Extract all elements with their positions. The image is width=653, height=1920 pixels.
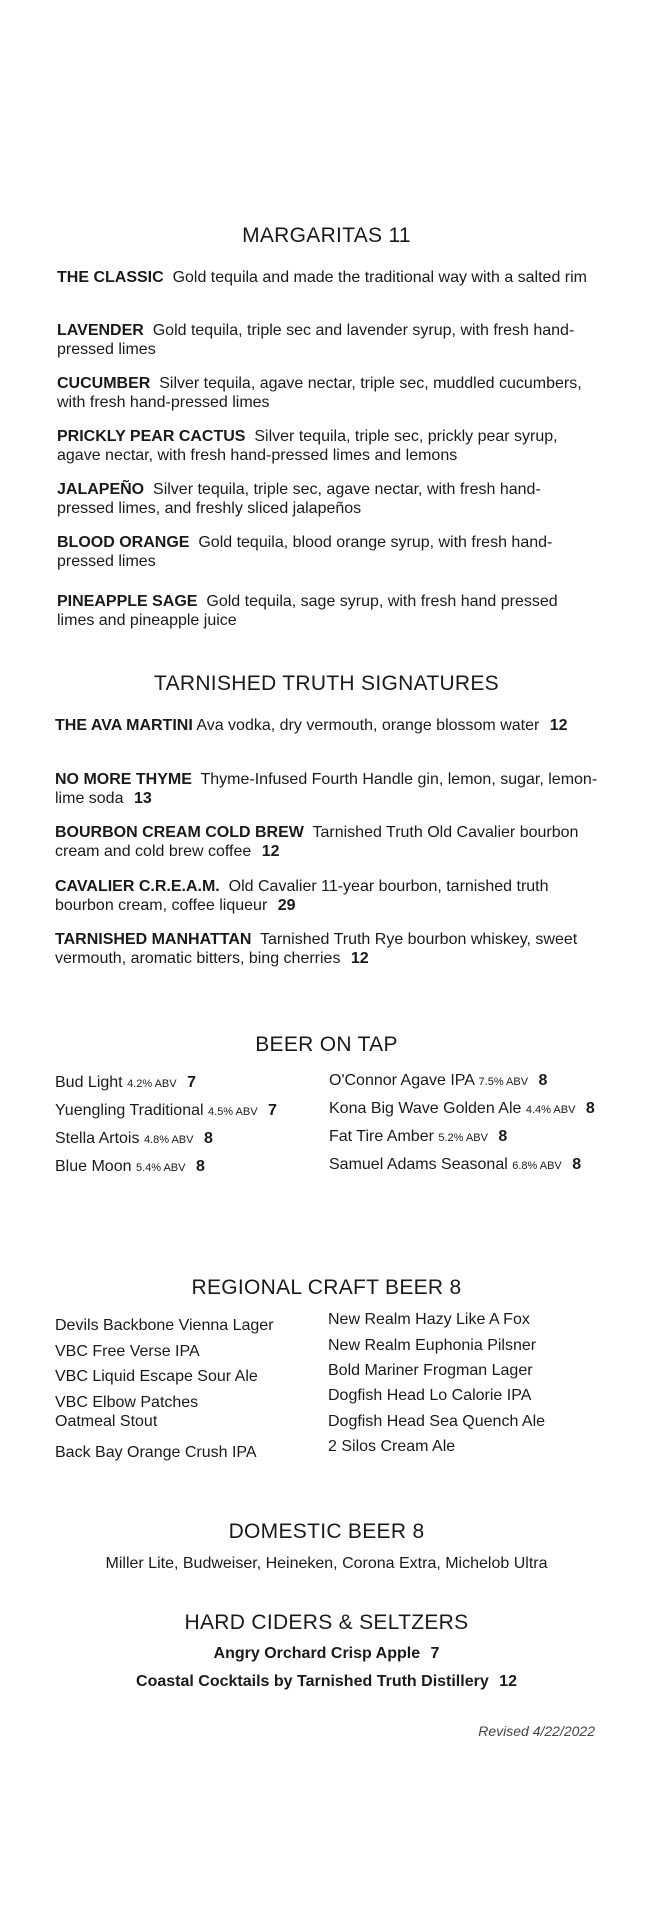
beer-abv: 4.2% ABV (127, 1078, 177, 1090)
menu-item (55, 823, 600, 861)
list-item: VBC Elbow Patches (55, 1394, 199, 1411)
list-item: Dogfish Head Lo Calorie IPA (328, 1387, 532, 1404)
item-name: CUCUMBER (57, 375, 151, 392)
item-price: 12 (350, 950, 369, 967)
tap-beer (55, 1129, 213, 1150)
item-desc: Silver tequila, triple sec, prickly pear syrup, agave nectar, with fresh hand-pressed limes and lemons (57, 428, 558, 464)
beer-abv: 4.4% ABV (525, 1104, 576, 1116)
domestic-list: Miller Lite, Budweiser, Heineken, Corona Extra, Michelob Ultra (105, 1555, 548, 1572)
item-desc: Gold tequila, sage syrup, with fresh hand pressed limes and pineapple juice (57, 593, 558, 629)
menu-item (57, 427, 597, 465)
item-desc: Tarnished Truth Old Cavalier bourbon cream and cold brew coffee (55, 824, 579, 860)
beer-name: Stella Artois (55, 1130, 140, 1147)
item-name: THE CLASSIC (57, 269, 164, 286)
list-item: Back Bay Orange Crush IPA (55, 1444, 257, 1461)
item-name: BOURBON CREAM COLD BREW (55, 824, 304, 841)
beer-on-tap-title: BEER ON TAP (255, 1033, 398, 1056)
beer-price: 8 (572, 1156, 582, 1173)
beer-abv: 6.8% ABV (512, 1160, 562, 1172)
list-item: Oatmeal Stout (55, 1413, 158, 1430)
list-item: VBC Free Verse IPA (55, 1343, 200, 1360)
menu-item (55, 877, 600, 915)
domestic-title: DOMESTIC BEER 8 (228, 1520, 425, 1543)
item-name: THE AVA MARTINI (55, 717, 193, 734)
beer-abv: 5.2% ABV (438, 1132, 488, 1144)
item-price: 7 (430, 1645, 440, 1662)
beer-name: Samuel Adams Seasonal (329, 1156, 508, 1173)
beer-price: 8 (538, 1072, 548, 1089)
menu-item (57, 592, 597, 630)
item-desc: Old Cavalier 11-year bourbon, tarnished truth bourbon cream, coffee liqueur (55, 878, 549, 914)
menu-item (55, 770, 600, 808)
beer-abv: 4.5% ABV (208, 1106, 258, 1118)
list-item: Bold Mariner Frogman Lager (328, 1362, 533, 1379)
item-name: PINEAPPLE SAGE (57, 593, 198, 610)
item-name: BLOOD ORANGE (57, 534, 190, 551)
menu-item (57, 374, 597, 412)
item-desc: Thyme-Infused Fourth Handle gin, lemon, sugar, lemon-lime soda (55, 771, 598, 807)
regional-craft-title: REGIONAL CRAFT BEER 8 (191, 1276, 462, 1299)
ciders-title: HARD CIDERS & SELTZERS (184, 1611, 469, 1634)
tap-beer (55, 1157, 205, 1178)
beer-price: 8 (585, 1100, 595, 1117)
beer-name: Yuengling Traditional (55, 1102, 204, 1119)
menu-item (0, 1645, 653, 1663)
tap-beer (55, 1073, 196, 1094)
beer-price: 8 (203, 1130, 213, 1147)
menu-item (57, 533, 597, 571)
tap-beer (329, 1099, 595, 1120)
item-name: Angry Orchard Crisp Apple (213, 1645, 421, 1662)
list-item: New Realm Euphonia Pilsner (328, 1337, 537, 1354)
item-desc: Gold tequila, blood orange syrup, with fresh hand-pressed limes (57, 534, 553, 570)
item-name: Coastal Cocktails by Tarnished Truth Distillery (136, 1673, 489, 1690)
beer-price: 8 (498, 1128, 508, 1145)
item-desc: Tarnished Truth Rye bourbon whiskey, sweet vermouth, aromatic bitters, bing cherries (55, 931, 578, 967)
item-name: PRICKLY PEAR CACTUS (57, 428, 246, 445)
beer-price: 8 (195, 1158, 205, 1175)
tap-beer (329, 1155, 581, 1176)
list-item: Dogfish Head Sea Quench Ale (328, 1413, 546, 1430)
revised-date: Revised 4/22/2022 (478, 1723, 595, 1739)
menu-item (55, 716, 600, 735)
menu-item (57, 321, 597, 359)
beer-name: Bud Light (55, 1074, 123, 1091)
beer-name: Kona Big Wave Golden Ale (329, 1100, 522, 1117)
beer-abv: 7.5% ABV (478, 1076, 529, 1088)
beer-abv: 4.8% ABV (143, 1134, 194, 1146)
menu-item (57, 268, 597, 287)
item-name: TARNISHED MANHATTAN (55, 931, 252, 948)
item-name: JALAPEÑO (57, 481, 145, 498)
tap-beer (329, 1071, 547, 1092)
item-desc: Gold tequila and made the traditional way with a salted rim (172, 269, 588, 286)
beer-price: 7 (268, 1102, 277, 1119)
menu-item (0, 1673, 653, 1691)
item-price: 13 (133, 790, 152, 807)
list-item: New Realm Hazy Like A Fox (328, 1311, 530, 1328)
item-price: 12 (261, 843, 280, 860)
item-desc: Gold tequila, triple sec and lavender syrup, with fresh hand-pressed limes (57, 322, 575, 358)
list-item: Devils Backbone Vienna Lager (55, 1317, 274, 1334)
item-price: 12 (499, 1673, 517, 1690)
beer-name: O'Connor Agave IPA (329, 1072, 475, 1089)
beer-price: 7 (187, 1074, 196, 1091)
beer-name: Blue Moon (55, 1158, 132, 1175)
item-desc: Silver tequila, agave nectar, triple sec, muddled cucumbers, with fresh hand-pressed limes (57, 375, 582, 411)
item-desc: Silver tequila, triple sec, agave nectar, with fresh hand-pressed limes, and freshly sliced jalapeños (57, 481, 541, 517)
list-item: 2 Silos Cream Ale (328, 1438, 456, 1455)
item-name: LAVENDER (57, 322, 144, 339)
item-name: NO MORE THYME (55, 771, 192, 788)
item-desc: Ava vodka, dry vermouth, orange blossom water (196, 717, 540, 734)
beer-name: Fat Tire Amber (329, 1128, 434, 1145)
item-price: 12 (549, 717, 568, 734)
margaritas-title: MARGARITAS 11 (242, 224, 411, 247)
item-price: 29 (277, 897, 296, 914)
list-item: VBC Liquid Escape Sour Ale (55, 1368, 258, 1385)
beer-abv: 5.4% ABV (135, 1162, 186, 1174)
item-name: CAVALIER C.R.E.A.M. (55, 878, 220, 895)
tap-beer (55, 1101, 277, 1122)
menu-item (57, 480, 597, 518)
menu-item (55, 930, 600, 968)
tap-beer (329, 1127, 507, 1148)
signatures-title: TARNISHED TRUTH SIGNATURES (154, 672, 499, 695)
